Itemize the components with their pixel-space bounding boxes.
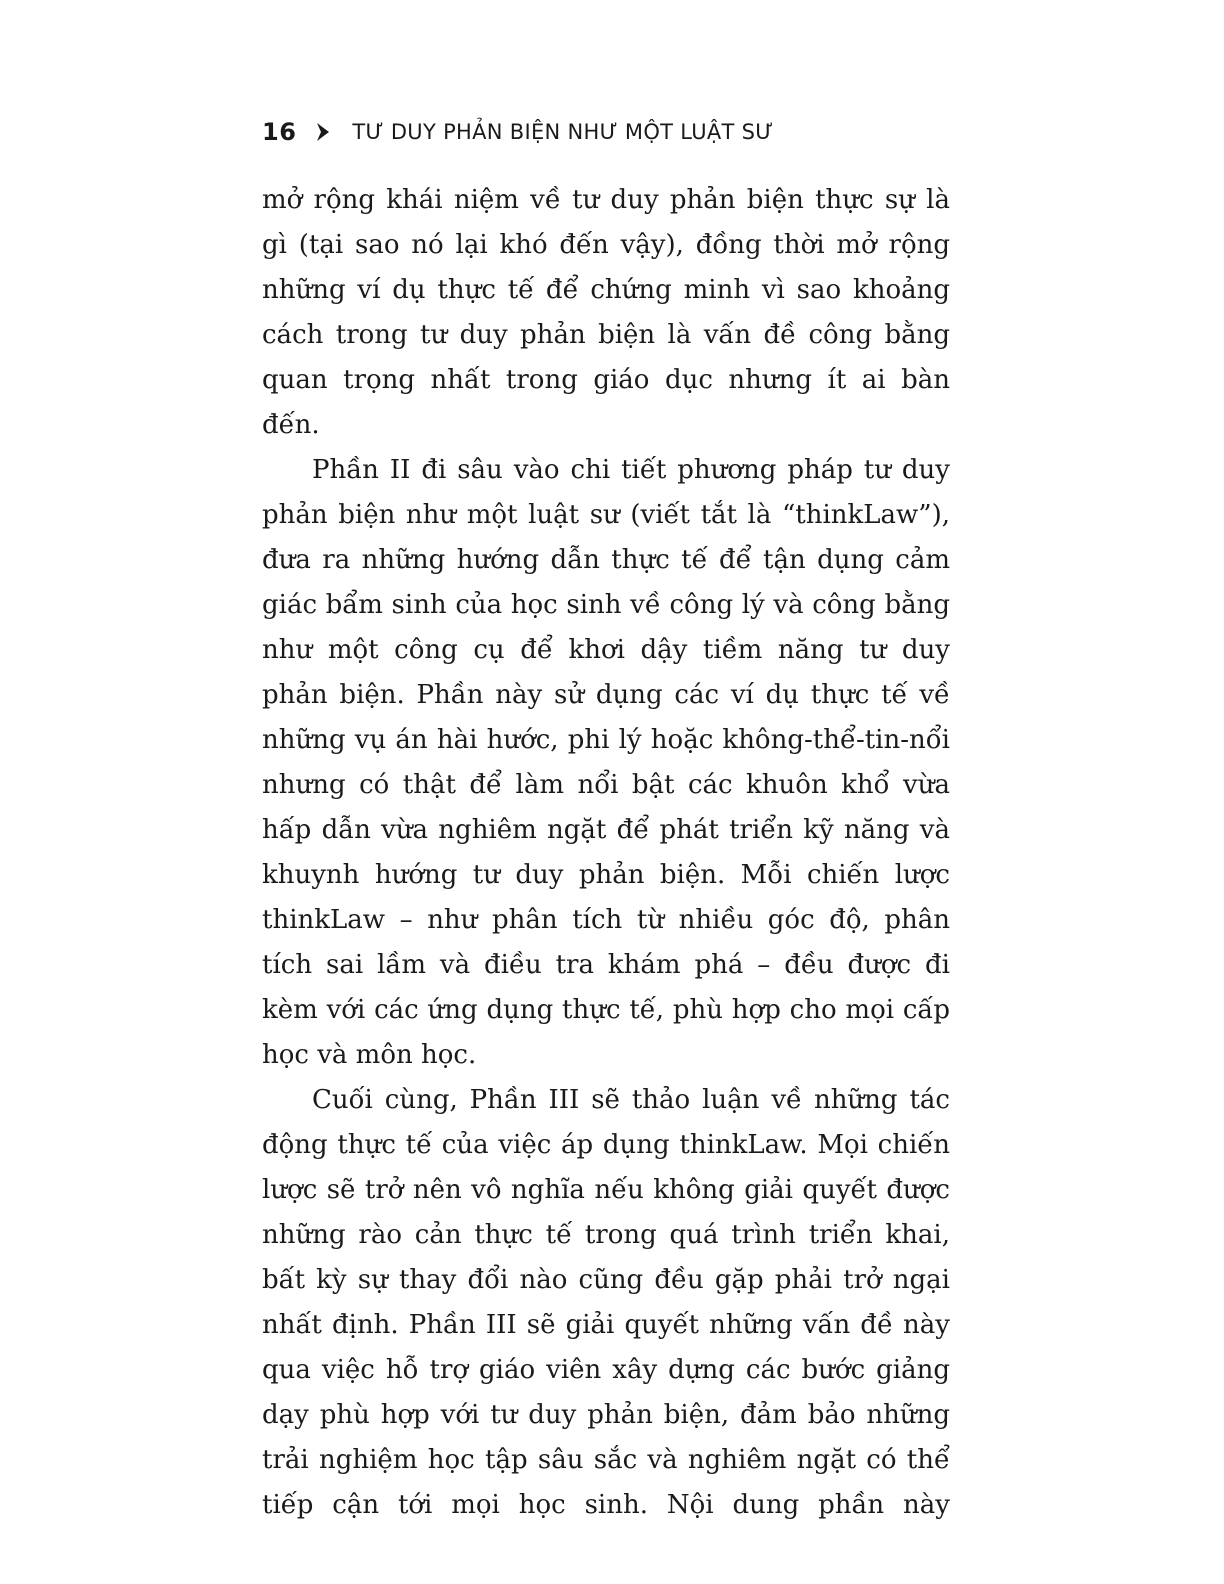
paragraph-1: mở rộng khái niệm về tư duy phản biện thực sự là gì (tại sao nó lại khó đến vậy), đồng thời mở rộng những ví dụ thực tế để chứng minh vì sao khoảng cách trong tư duy phản biện là vấn đề công bằng quan trọng nhất trong giáo dục nhưng ít ai bàn đến. xyxy=(262,185,950,440)
page-number: 16 xyxy=(262,118,297,146)
paragraph-2: Phần II đi sâu vào chi tiết phương pháp tư duy phản biện như một luật sư (viết tắt là “thinkLaw”), đưa ra những hướng dẫn thực tế để tận dụng cảm giác bẩm sinh của học sinh về công lý và công bằng như một công cụ để khơi dậy tiềm năng tư duy phản biện. Phần này sử dụng các ví dụ thực tế về những vụ án hài hước, phi lý hoặc không-thể-tin-nổi nhưng có thật để làm nổi bật các khuôn khổ vừa hấp dẫn vừa nghiêm ngặt để phát triển kỹ năng và khuynh hướng tư duy phản biện. Mỗi chiến lược thinkLaw – như phân tích từ nhiều góc độ, phân tích sai lầm và điều tra khám phá – đều được đi kèm với các ứng dụng thực tế, phù hợp cho mọi cấp học và môn học. xyxy=(262,455,950,1070)
body-text xyxy=(262,178,950,1528)
running-header xyxy=(262,112,774,152)
chevron-right-icon xyxy=(312,121,334,143)
paragraph-3: Cuối cùng, Phần III sẽ thảo luận về những tác động thực tế của việc áp dụng thinkLaw. Mọi chiến lược sẽ trở nên vô nghĩa nếu không giải quyết được những rào cản thực tế trong quá trình triển khai, bất kỳ sự thay đổi nào cũng đều gặp phải trở ngại nhất định. Phần III sẽ giải quyết những vấn đề này qua việc hỗ trợ giáo viên xây dựng các bước giảng dạy phù hợp với tư duy phản biện, đảm bảo những trải nghiệm học tập sâu sắc và nghiêm ngặt có thể tiếp cận tới mọi học sinh. Nội dung phần này xyxy=(262,1085,950,1520)
book-title: TƯ DUY PHẢN BIỆN NHƯ MỘT LUẬT SƯ xyxy=(352,120,774,144)
